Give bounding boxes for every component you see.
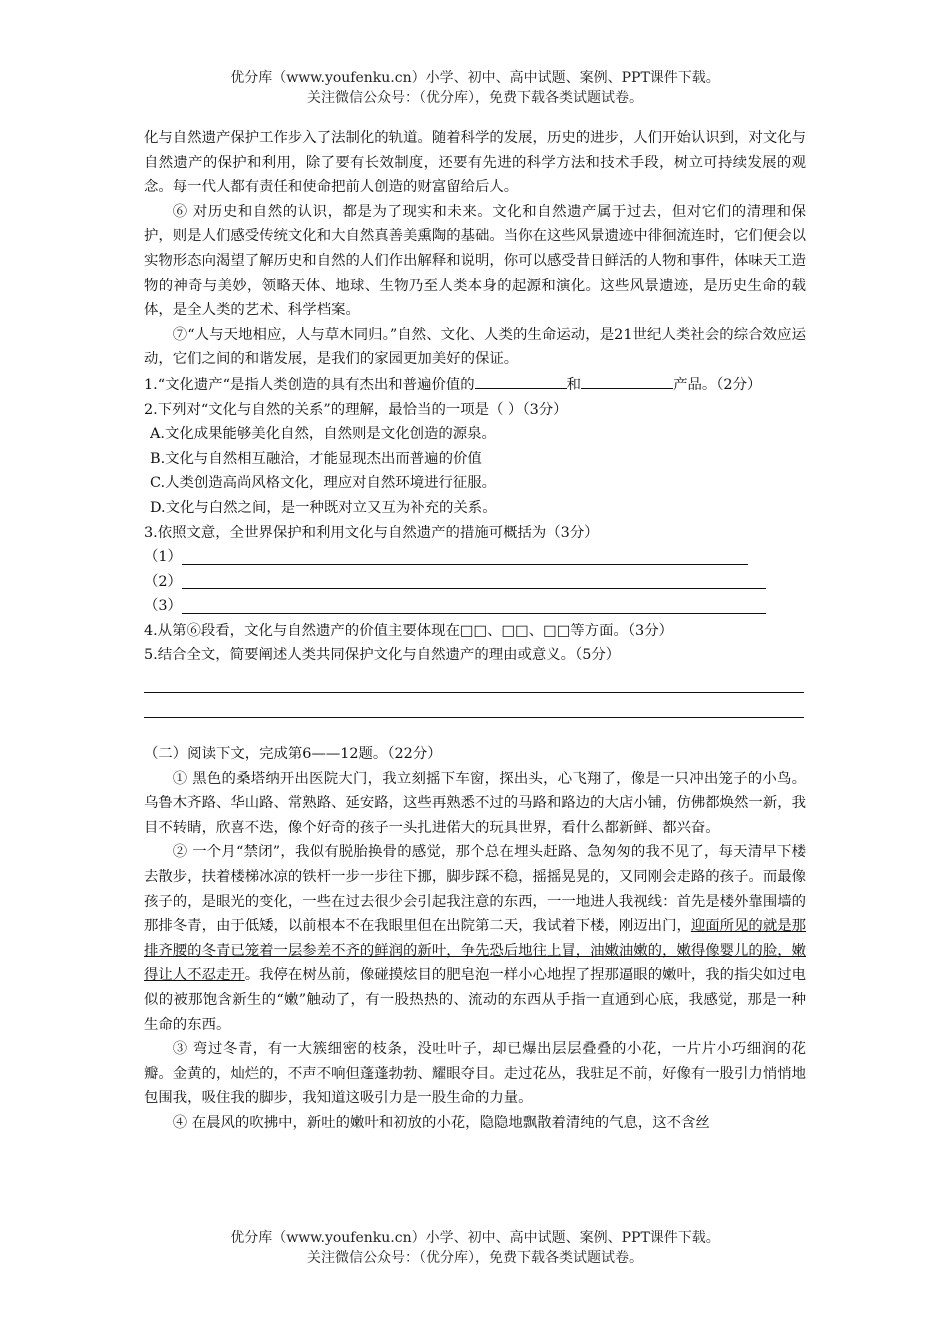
question-4: 4.从第⑥段看，文化与自然遗产的价值主要体现在□□、□□、□□等方面。（3分） xyxy=(144,622,673,639)
answer-line[interactable] xyxy=(182,597,766,614)
question-5-answer-line-2[interactable] xyxy=(144,693,804,718)
footer-line-2: 关注微信公众号：（优分库），免费下载各类试题试卷。 xyxy=(307,1250,643,1266)
answer-number: （3） xyxy=(144,598,182,615)
page-footer xyxy=(0,1228,950,1268)
question-1-text-c: 产品。（2分） xyxy=(673,376,762,393)
paragraph-2-text-b: 。我停在树丛前，像碰摸炫目的肥皂泡一样小心地捏了捏那逼眼的嫩叶，我的指尖如过电似的被那饱含新生的“嫩”触动了，有一股热热的、流动的东西从手指一直通到心底，我感觉，那是一种生命的东西。 xyxy=(144,967,806,1033)
section-2-paragraph-2 xyxy=(144,840,806,1037)
question-3: 3.依照文意，全世界保护和利用文化与自然遗产的措施可概括为（3分） xyxy=(144,524,599,541)
question-1-text-b: 和 xyxy=(566,376,582,393)
footer-line-1: 优分库（www.youfenku.cn）小学、初中、高中试题、案例、PPT课件下载。 xyxy=(230,1230,720,1246)
passage1-paragraph-continued: 化与自然遗产保护工作步入了法制化的轨道。随着科学的发展，历史的进步，人们开始认识到，对文化与自然遗产的保护和利用，除了要有长效制度，还要有先进的科学方法和技术手段，树立可持续发展的观念。每一代人都有责任和使命把前人创造的财富留给后人。 xyxy=(144,130,806,196)
header-line-2: 关注微信公众号：（优分库），免费下载各类试题试卷。 xyxy=(307,90,643,106)
question-3-answer-1 xyxy=(144,545,806,570)
answer-number: （2） xyxy=(144,573,182,590)
question-2-option-b: B.文化与自然相互融洽，才能显现杰出而普遍的价值 xyxy=(150,450,482,467)
underlined-sentence: 迎面所见的就是那排齐腰的冬青已笼着一层参差不齐的鲜润的新叶，争先恐后地往上冒，油嫩油嫩的，嫩得像婴儿的脸，嫩得让人不忍走开 xyxy=(144,918,806,984)
document-body xyxy=(144,126,806,1136)
answer-number: （1） xyxy=(144,549,182,566)
section-2-paragraph-1: ① 黑色的桑塔纳开出医院大门，我立刻摇下车窗，探出头，心飞翔了，像是一只冲出笼子的小鸟。乌鲁木齐路、华山路、常熟路、延安路，这些再熟悉不过的马路和路边的大店小铺，仿佛都焕然一新，我目不转睛，欣喜不迭，像个好奇的孩子一头扎进偌大的玩具世界，看什么都新鲜、都兴奋。 xyxy=(144,770,806,836)
question-2-option-d: D.文化与白然之间，是一种既对立又互为补充的关系。 xyxy=(150,499,497,516)
question-2-option-c: C.人类创造高尚风格文化，理应对自然环境进行征服。 xyxy=(150,475,497,492)
page-header xyxy=(0,68,950,108)
passage1-paragraph-6: ⑥ 对历史和自然的认识，都是为了现实和未来。文化和自然遗产属于过去，但对它们的清理和保护，则是人们感受传统文化和大自然真善美熏陶的基础。当你在这些风景遗迹中徘徊流连时，它们便会以实物形态向渴望了解历史和自然的人们作出解释和说明，你可以感受昔日鲜活的人物和事件，体味天工造物的神奇与美妙，领略天体、地球、生物乃至人类本身的起源和演化。这些风景遗迹，是历史生命的载体，是全人类的艺术、科学档案。 xyxy=(144,203,806,319)
question-2: 2.下列对“文化与自然的关系”的理解，最恰当的一项是（ ）（3分） xyxy=(144,401,568,418)
answer-line[interactable] xyxy=(182,548,748,565)
section-2-paragraph-4: ④ 在晨风的吹拂中，新吐的嫩叶和初放的小花，隐隐地飘散着清纯的气息，这不含丝 xyxy=(172,1114,710,1131)
section-2-title: （二）阅读下文，完成第6——12题。（22分） xyxy=(144,746,442,763)
answer-blank-2[interactable] xyxy=(581,372,673,389)
question-3-answer-2 xyxy=(144,570,806,595)
question-5-answer-line-1[interactable] xyxy=(144,668,804,693)
paragraph-2-text-a: ② 一个月“禁闭”，我似有脱胎换骨的感觉，那个总在埋头赶路、急匆匆的我不见了，每天清早下楼去散步，扶着楼梯冰凉的铁杆一步一步往下挪，脚步踩不稳，摇摇晃晃的，又同刚会走路的孩子。而最像孩子的，是眼光的变化，一些在过去很少会引起我注意的东西，一一地进人我视线：首先是楼外靠围墙的那排冬青，由于低矮，以前根本不在我眼里但在出院第二天，我试着下楼，刚迈出门， xyxy=(144,844,806,935)
spacer xyxy=(144,718,806,742)
answer-line[interactable] xyxy=(182,572,766,589)
question-1-text-a: 1.“文化遗产“是指人类创造的具有杰出和普遍价值的 xyxy=(144,376,475,393)
passage1-paragraph-7: ⑦“人与天地相应，人与草木同归。”自然、文化、人类的生命运动，是21世纪人类社会的综合效应运动，它们之间的和谐发展，是我们的家园更加美好的保证。 xyxy=(144,326,806,368)
header-line-1: 优分库（www.youfenku.cn）小学、初中、高中试题、案例、PPT课件下载。 xyxy=(230,70,720,86)
question-5: 5.结合全文，简要阐述人类共同保护文化与自然遗产的理由或意义。（5分） xyxy=(144,647,621,664)
question-3-answer-3 xyxy=(144,594,806,619)
question-1 xyxy=(144,372,806,398)
section-2-paragraph-3: ③ 弯过冬青，有一大簇细密的枝条，没吐叶子，却已爆出层层叠叠的小花，一片片小巧细润的花瓣。金黄的，灿烂的，不声不响但蓬蓬勃勃、耀眼夺目。走过花丛，我驻足不前，好像有一股引力悄悄地包围我，吸住我的脚步，我知道这吸引力是一股生命的力量。 xyxy=(144,1041,806,1107)
question-2-option-a: A.文化成果能够美化自然，自然则是文化创造的源泉。 xyxy=(150,426,496,443)
answer-blank-1[interactable] xyxy=(475,372,567,389)
